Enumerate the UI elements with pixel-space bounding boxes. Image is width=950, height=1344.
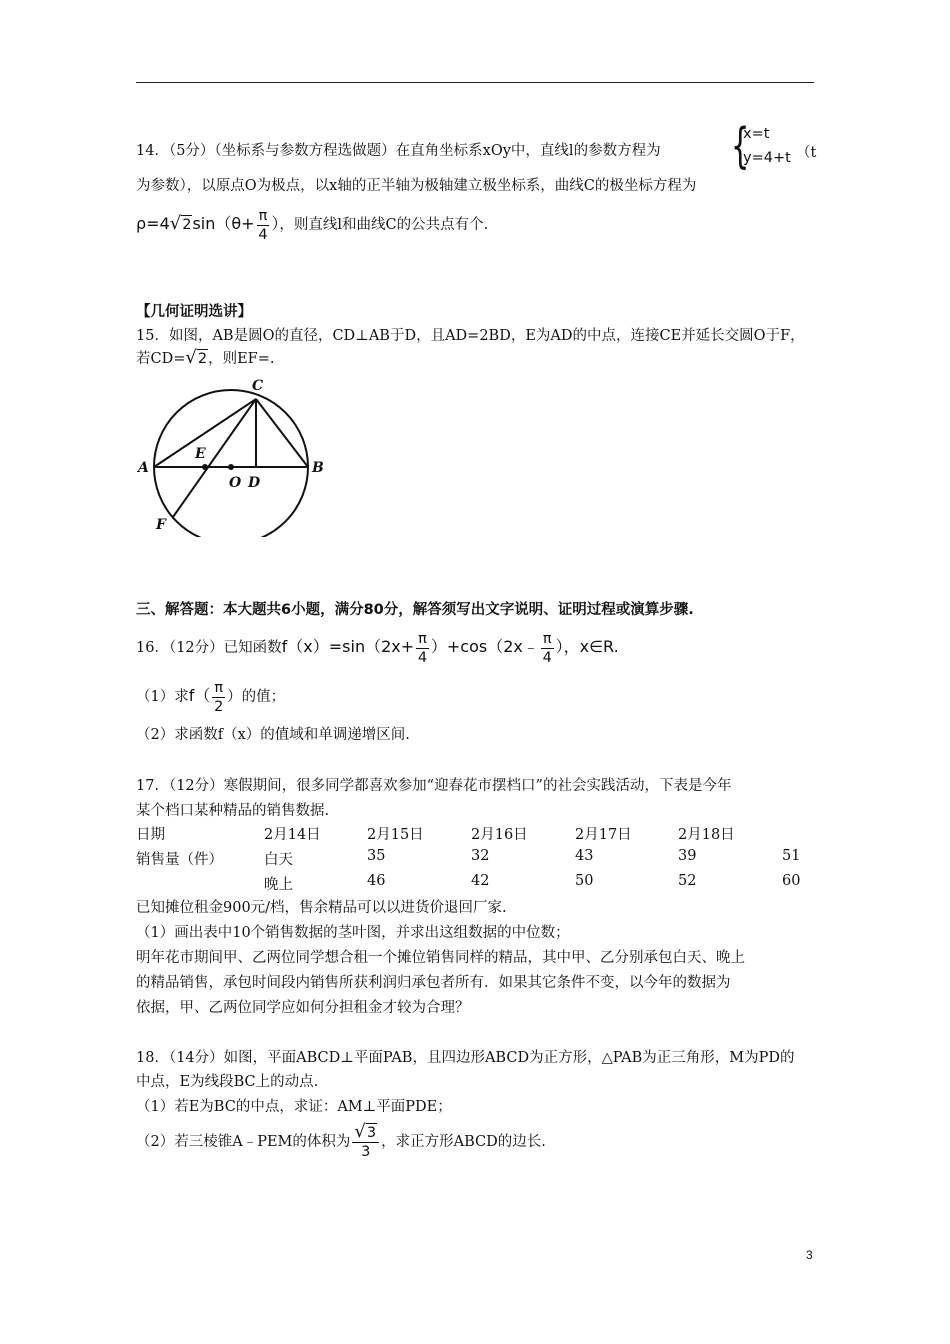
- table-day-value-4: 39: [678, 848, 697, 864]
- close-paren: ）: [271, 214, 280, 233]
- section-heading-3: 三、解答题：本大题共6小题，满分80分，解答须写出文字说明、证明过程或演算步骤.: [136, 602, 694, 618]
- table-day-value-1: 35: [367, 848, 386, 864]
- q14-line1: [136, 141, 661, 161]
- q18-line1: 18．（14分）如图，平面ABCD⊥平面PAB，且四边形ABCD为正方形，△PAB为正三角形，M为PD的: [136, 1050, 795, 1066]
- q17-part2-line3: 依据，甲、乙两位同学应如何分担租金才较为合理？: [136, 1000, 470, 1016]
- q15-text-a: 若CD=: [136, 351, 186, 367]
- label-o: O: [229, 475, 242, 491]
- q18-line2: 中点，E为线段BC上的动点.: [136, 1074, 319, 1090]
- radical-sign: √: [354, 1121, 366, 1142]
- table-day-value-3: 43: [575, 848, 594, 864]
- radical-sign: √: [185, 347, 197, 368]
- point-o: [228, 464, 234, 470]
- system-equation-2: y=4+t: [743, 150, 791, 166]
- table-header-date: 日期: [136, 827, 165, 843]
- table-night-value-2: 42: [471, 873, 490, 889]
- q18-part2-suffix: ，求正方形ABCD的边长.: [381, 1134, 546, 1150]
- q16-prefix: 16．（12分）已知函数: [136, 640, 282, 656]
- table-night-label: 晚上: [264, 877, 293, 893]
- fraction-denominator: 4: [258, 226, 268, 243]
- header-rule: [136, 82, 814, 83]
- table-night-value-5: 60: [782, 873, 801, 889]
- fraction-denominator: 4: [542, 649, 552, 666]
- parametric-system: [731, 118, 801, 174]
- fraction-denominator: 3: [361, 1144, 371, 1160]
- q16-line: [136, 627, 619, 668]
- q18-part2: [136, 1120, 546, 1164]
- pi-over-4-fraction-2: [541, 630, 554, 667]
- table-header-date-4: 2月17日: [575, 827, 632, 843]
- fraction-numerator: π: [258, 207, 268, 224]
- table-day-value-2: 32: [471, 848, 490, 864]
- q15-line2: [136, 348, 275, 369]
- system-equation-1: x=t: [743, 126, 770, 142]
- q16-part2: （2）求函数f（x）的值域和单调递增区间.: [136, 727, 410, 743]
- fraction-denominator: 4: [417, 649, 428, 666]
- q17-part1: （1）画出表中10个销售数据的茎叶图，并求出这组数据的中位数；: [136, 925, 570, 941]
- page-number: 3: [806, 1248, 813, 1262]
- fraction-numerator: π: [542, 630, 552, 647]
- q16-function-part-2: ）+cos（2x﹣: [430, 637, 539, 656]
- pi-over-2-fraction: [212, 679, 225, 716]
- fraction-denominator: 2: [214, 698, 224, 715]
- pi-over-4-fraction: [416, 630, 429, 667]
- q14-formula-line: [136, 205, 488, 244]
- table-header-date-1: 2月14日: [264, 827, 321, 843]
- label-f: F: [156, 517, 166, 533]
- point-e: [202, 464, 208, 470]
- label-d: D: [248, 475, 261, 491]
- fraction-numerator: [352, 1123, 379, 1143]
- label-b: B: [312, 460, 324, 476]
- table-day-label: 白天: [264, 852, 293, 868]
- q16-part1-function: f（: [188, 686, 211, 705]
- section-heading-geometry: 【几何证明选讲】: [136, 304, 252, 320]
- fraction-numerator: π: [418, 630, 427, 647]
- label-c: C: [252, 378, 264, 394]
- fraction-numerator: π: [214, 679, 224, 696]
- brace-symbol: {: [731, 118, 750, 174]
- label-a: A: [138, 460, 149, 476]
- q15-text-b: ，则EF=.: [208, 351, 275, 367]
- q16-function-end: ），x∈R.: [555, 637, 619, 656]
- q16-part1-prefix: （1）求: [136, 689, 189, 705]
- q17-rent: 已知摊位租金900元/档，售余精品可以以进货价退回厂家.: [136, 900, 507, 916]
- pi-over-4-fraction: [257, 207, 270, 244]
- q16-part1-suffix: ）的值；: [227, 689, 286, 705]
- sqrt-radicand: 2: [197, 351, 208, 367]
- sqrt3-over-3-fraction: [352, 1123, 379, 1161]
- table-day-value-5: 51: [782, 848, 801, 864]
- table-night-value-1: 46: [367, 873, 386, 889]
- rho-expression: ρ=4: [136, 214, 170, 233]
- q17-part2-line1: 明年花市期间甲、乙两位同学想合租一个摊位销售同样的精品，其中甲、乙分别承包白天、晚上: [136, 950, 745, 966]
- table-row-label: 销售量（件）: [136, 852, 223, 868]
- table-header-date-2: 2月15日: [367, 827, 424, 843]
- q14-line1-tail: （t: [796, 145, 817, 161]
- q16-function-part-1: f（x）=sin（2x+: [281, 637, 415, 656]
- q17-part2-line2: 的精品销售，承包时间段内销售所获利润归承包者所有．如果其它条件不变，以今年的数据为: [136, 975, 731, 991]
- q16-part1: [136, 676, 285, 717]
- sqrt-radicand: 2: [182, 217, 192, 233]
- q14-text-1: 14．（5分）（坐标系与参数方程选做题）在直角坐标系xOy中，直线l的参数方程为: [136, 143, 661, 159]
- q17-line1: 17．（12分）寒假期间，很多同学都喜欢参加“迎春花市摆档口”的社会实践活动，下表是今年: [136, 778, 732, 794]
- q17-line2: 某个档口某种精品的销售数据.: [136, 803, 330, 819]
- radical-sign: √: [169, 213, 182, 234]
- table-header-date-5: 2月18日: [678, 827, 735, 843]
- q14-tail-text: ，则直线l和曲线C的公共点有个.: [279, 217, 489, 233]
- q14-line2: 为参数），以原点O为极点，以x轴的正半轴为极轴建立极坐标系，曲线C的极坐标方程为: [136, 178, 697, 194]
- table-night-value-3: 50: [575, 873, 594, 889]
- q15-line1: 15．如图，AB是圆O的直径，CD⊥AB于D，且AD=2BD，E为AD的中点，连接CE并延长交圆O于F，: [136, 328, 805, 344]
- sqrt-radicand: 3: [366, 1125, 377, 1141]
- q18-part1: （1）若E为BC的中点，求证：AM⊥平面PDE；: [136, 1099, 452, 1115]
- segment-cf: [173, 399, 256, 517]
- sin-expression: sin（θ+: [192, 214, 255, 233]
- circle-o: [154, 390, 308, 537]
- table-night-value-4: 52: [678, 873, 697, 889]
- label-e: E: [195, 446, 206, 462]
- circle-geometry-figure: [130, 372, 330, 537]
- q18-part2-prefix: （2）若三棱锥A﹣PEM的体积为: [136, 1134, 351, 1150]
- table-header-date-3: 2月16日: [471, 827, 528, 843]
